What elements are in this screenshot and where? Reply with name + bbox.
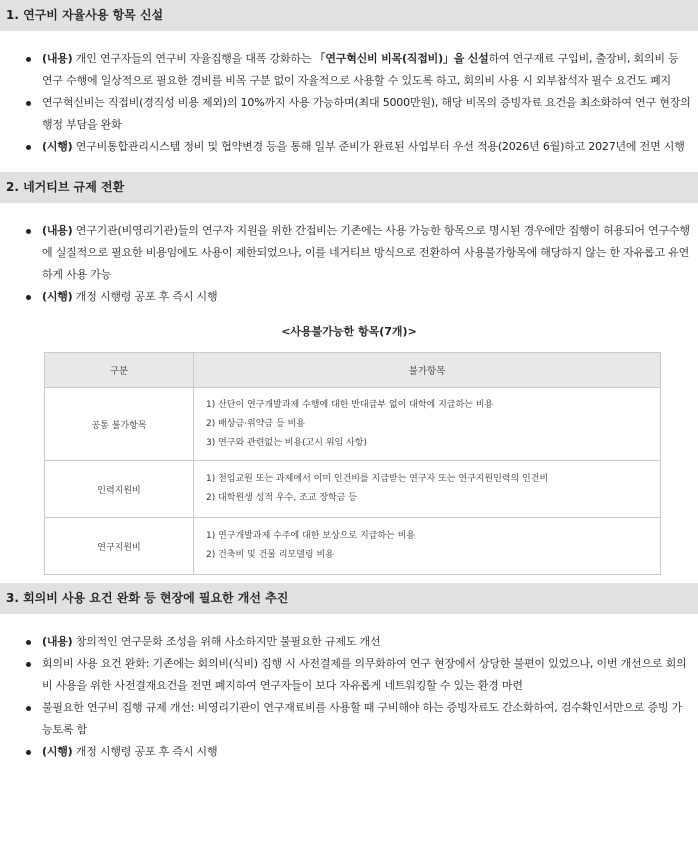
- bullet-tag: (시행): [42, 745, 73, 758]
- item-line: 1) 산단이 연구개발과제 수행에 대한 반대급부 없이 대학에 지급하는 비용: [206, 399, 494, 410]
- item-line: 1) 연구개발과제 수주에 대한 보상으로 지급하는 비용: [206, 531, 415, 541]
- table-caption: <사용불가능한 항목(7개)>: [281, 325, 417, 338]
- bullet-text: 하여 연구재료 구입비, 출장비, 회의비 등 연구 수행에 일상적으로 필요한 경비를 비목 구분 없이 자율적으로 사용할 수 있도록 하고, 회의비 사용 시 외부참석자 필수 요건도 폐지: [42, 52, 679, 87]
- bullet-text: 연구비통합관리시스템 정비 및 협약변경 등을 통해 일부 준비가 완료된 사업부터 우선 적용(2026년 6월)하고 2027년에 전면 시행: [72, 140, 685, 153]
- item-line: 3) 연구와 관련없는 비용(고시 위임 사항): [206, 437, 367, 448]
- list-item: [0, 92, 698, 136]
- item-line: 1) 전임교원 또는 과제에서 이미 인건비를 지급받는 연구자 또는 연구지원인력의 인건비: [206, 474, 549, 484]
- list-item: [0, 741, 698, 763]
- list-item: [0, 48, 698, 92]
- list-item: [0, 631, 698, 653]
- table-row: [45, 388, 661, 461]
- list-item: [0, 653, 698, 697]
- section-1-list: [0, 31, 698, 172]
- section-3-list: [0, 614, 698, 763]
- list-item: [0, 697, 698, 741]
- bullet-tag: (내용): [42, 52, 73, 65]
- bullet-text: 개정 시행령 공포 후 즉시 시행: [72, 290, 218, 303]
- prohibited-items-table: [44, 352, 661, 575]
- bullet-tag: (시행): [42, 290, 73, 303]
- table-header-row: [45, 353, 661, 388]
- item-line: 2) 대학원생 성적 우수, 조교 장학금 등: [206, 493, 357, 503]
- table-row: [45, 518, 661, 575]
- column-header-category: 구분: [45, 353, 194, 388]
- list-item: [0, 220, 698, 286]
- bullet-text: 개정 시행령 공포 후 즉시 시행: [72, 745, 218, 758]
- column-header-items: 불가항목: [194, 353, 661, 388]
- section-1-heading: 1. 연구비 자율사용 항목 신설: [0, 0, 698, 31]
- section-2-list: [0, 203, 698, 308]
- bullet-text: 연구혁신비는 직접비(경직성 비용 제외)의 10%까지 사용 가능하며(최대 5000만원), 해당 비목의 증빙자료 요건을 최소화하여 연구 현장의 행정 부담을 완화: [42, 96, 691, 131]
- items-cell: [194, 388, 661, 461]
- category-cell: 공통 불가항목: [45, 388, 194, 461]
- bullet-tag: (시행): [42, 140, 73, 153]
- item-line: 2) 배상금·위약금 등 비용: [206, 418, 305, 429]
- item-line: 2) 건축비 및 건물 리모델링 비용: [206, 550, 334, 560]
- highlight-text: 「연구혁신비 비목(직접비)」을 신설: [314, 52, 489, 65]
- table-row: [45, 461, 661, 518]
- list-item: [0, 136, 698, 158]
- bullet-tag: (내용): [42, 224, 73, 237]
- bullet-text: 연구기관(비영리기관)들의 연구자 지원을 위한 간접비는 기존에는 사용 가능한 항목으로 명시된 경우에만 집행이 허용되어 연구수행에 실질적으로 필요한 비용임에도 사용이 제한되었으나, 이를 네거티브 방식으로 전환하여 사용불가항목에 해당하지 않는 한 자유롭고 유연하게 사용 가능: [42, 224, 690, 281]
- bullet-text: 개인 연구자들의 연구비 자율집행을 대폭 강화하는: [72, 52, 315, 65]
- bullet-text: 창의적인 연구문화 조성을 위해 사소하지만 불필요한 규제도 개선: [72, 635, 381, 648]
- bullet-text: 불필요한 연구비 집행 규제 개선: 비영리기관이 연구재료비를 사용할 때 구비해야 하는 증빙자료도 간소화하여, 검수확인서만으로 증빙 가능토록 함: [42, 701, 683, 736]
- list-item: [0, 286, 698, 308]
- category-cell: 연구지원비: [45, 518, 194, 575]
- category-cell: 인력지원비: [45, 461, 194, 518]
- section-3-heading: 3. 회의비 사용 요건 완화 등 현장에 필요한 개선 추진: [0, 583, 698, 614]
- bullet-text: 회의비 사용 요건 완화: 기존에는 회의비(식비) 집행 시 사전결제를 의무화하여 연구 현장에서 상당한 불편이 있었으나, 이번 개선으로 회의비 사용을 위한 사전결재요건을 전면 폐지하여 연구자들이 보다 자유롭게 네트워킹할 수 있는 환경 마련: [42, 657, 687, 692]
- section-2-heading: 2. 네거티브 규제 전환: [0, 172, 698, 203]
- bullet-tag: (내용): [42, 635, 73, 648]
- items-cell: [194, 461, 661, 518]
- items-cell: [194, 518, 661, 575]
